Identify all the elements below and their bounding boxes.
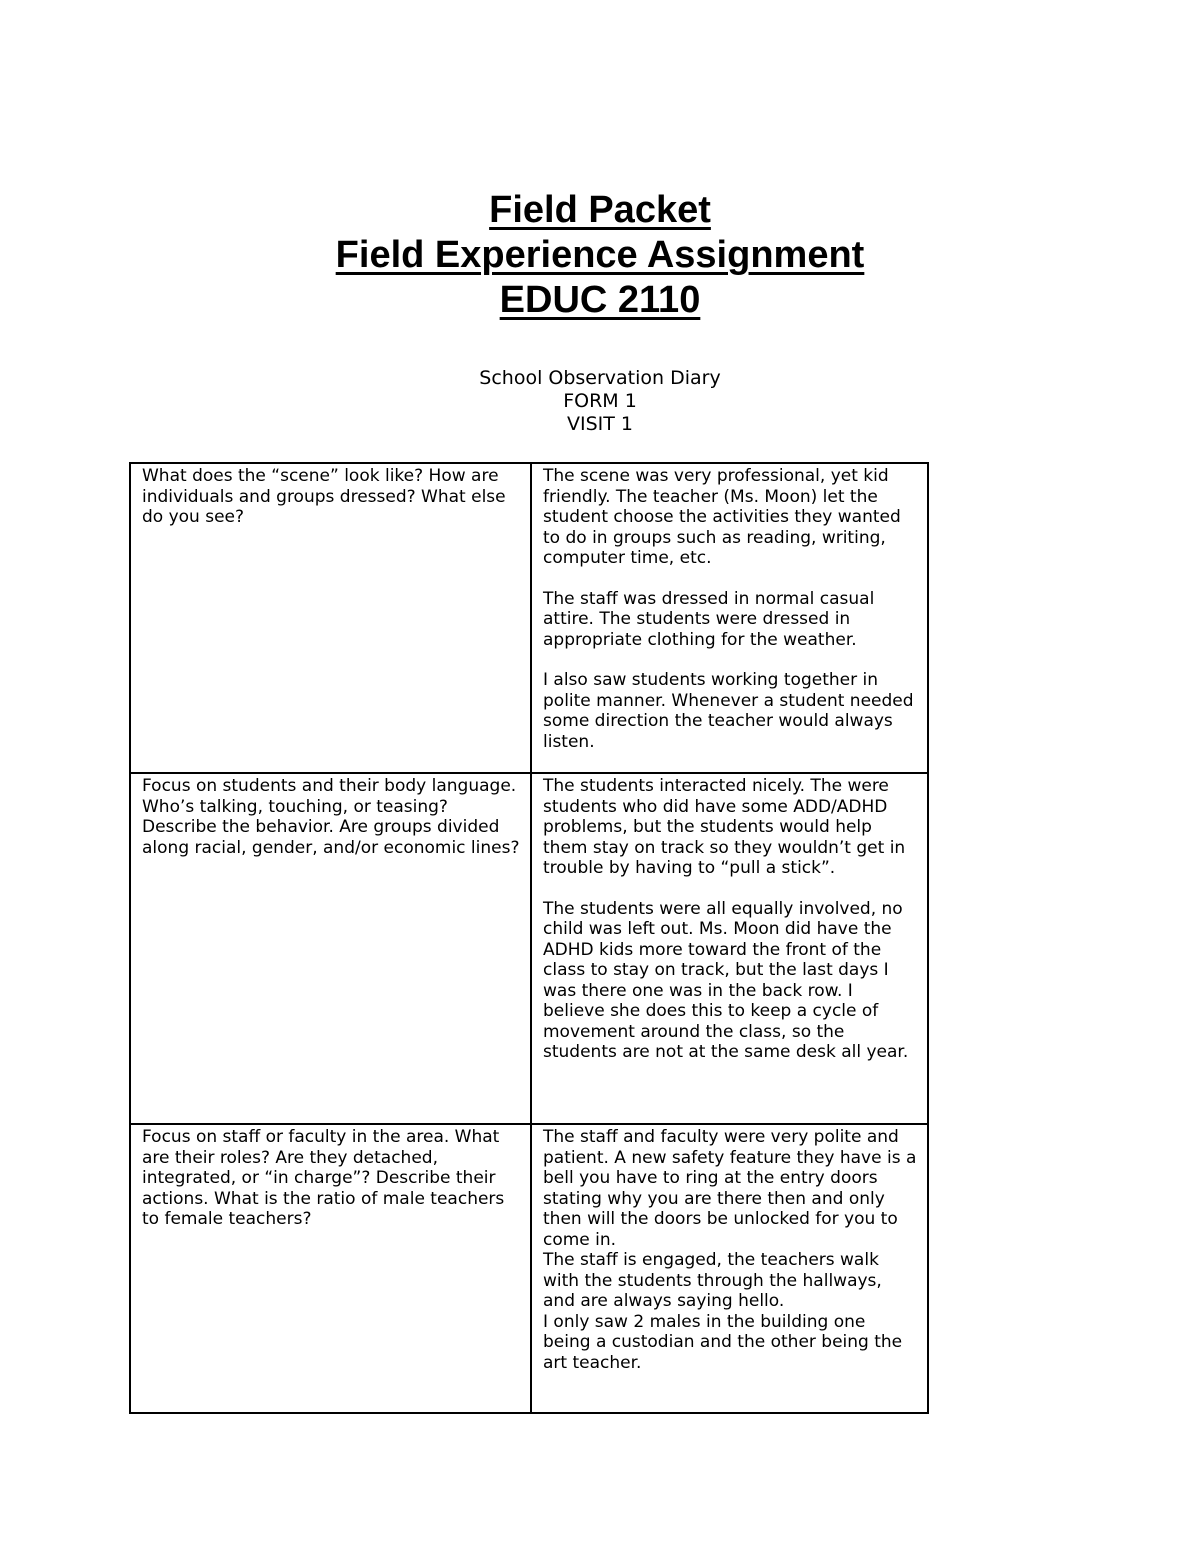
title-line-1: Field Packet (489, 189, 711, 231)
question-cell (130, 463, 531, 773)
question-cell (130, 773, 531, 1124)
table-row (130, 463, 928, 773)
document-title (0, 188, 1200, 323)
subtitle-form: FORM 1 (563, 390, 637, 412)
answer-paragraph: The students interacted nicely. The were students who did have some ADD/ADHD problems, but the students would help them stay on track so they wouldn’t get in trouble by having to “pull a stick”. (543, 776, 906, 878)
table-row (130, 1124, 928, 1413)
observation-table (129, 462, 929, 1414)
answer-paragraph: The staff was dressed in normal casual attire. The students were dressed in appropriate clothing for the weather. (543, 588, 875, 650)
subtitle-visit: VISIT 1 (567, 413, 633, 435)
title-line-3: EDUC 2110 (499, 279, 701, 321)
answer-line: The staff is engaged, the teachers walk with the students through the hallways, and are always saying hello. (543, 1250, 882, 1311)
answer-cell (531, 463, 928, 773)
question-text: Focus on staff or faculty in the area. What are their roles? Are they detached, integrated, or “in charge”? Describe their actions. What is the ratio of male teachers to female teachers? (142, 1127, 505, 1229)
question-text: What does the “scene” look like? How are individuals and groups dressed? What else do you see? (142, 466, 506, 527)
answer-line: I only saw 2 males in the building one being a custodian and the other being the art teacher. (543, 1311, 903, 1373)
title-line-2: Field Experience Assignment (335, 234, 865, 276)
form-subtitle (0, 367, 1200, 436)
answer-paragraph: The students were all equally involved, no child was left out. Ms. Moon did have the ADHD kids more toward the front of the class to stay on track, but the last days I was there one was in the back row. I believe she does this to keep a cycle of movement around the class, so the students are not at the same desk all year. (543, 898, 909, 1062)
question-cell (130, 1124, 531, 1413)
table-row (130, 773, 928, 1124)
answer-cell (531, 1124, 928, 1413)
answer-line: The staff and faculty were very polite and patient. A new safety feature they have is a bell you have to ring at the entry doors stating why you are there then and only then will the doors be unlocked for you to come in. (543, 1127, 917, 1250)
answer-paragraph: I also saw students working together in polite manner. Whenever a student needed some direction the teacher would always listen. (543, 670, 914, 752)
answer-cell (531, 773, 928, 1124)
question-text: Focus on students and their body language. Who’s talking, touching, or teasing? Describe the behavior. Are groups divided along racial, gender, and/or economic lines? (142, 776, 520, 858)
subtitle-diary: School Observation Diary (479, 367, 721, 389)
answer-paragraph: The scene was very professional, yet kid friendly. The teacher (Ms. Moon) let the student choose the activities they wanted to do in groups such as reading, writing, computer time, etc. (543, 466, 901, 568)
